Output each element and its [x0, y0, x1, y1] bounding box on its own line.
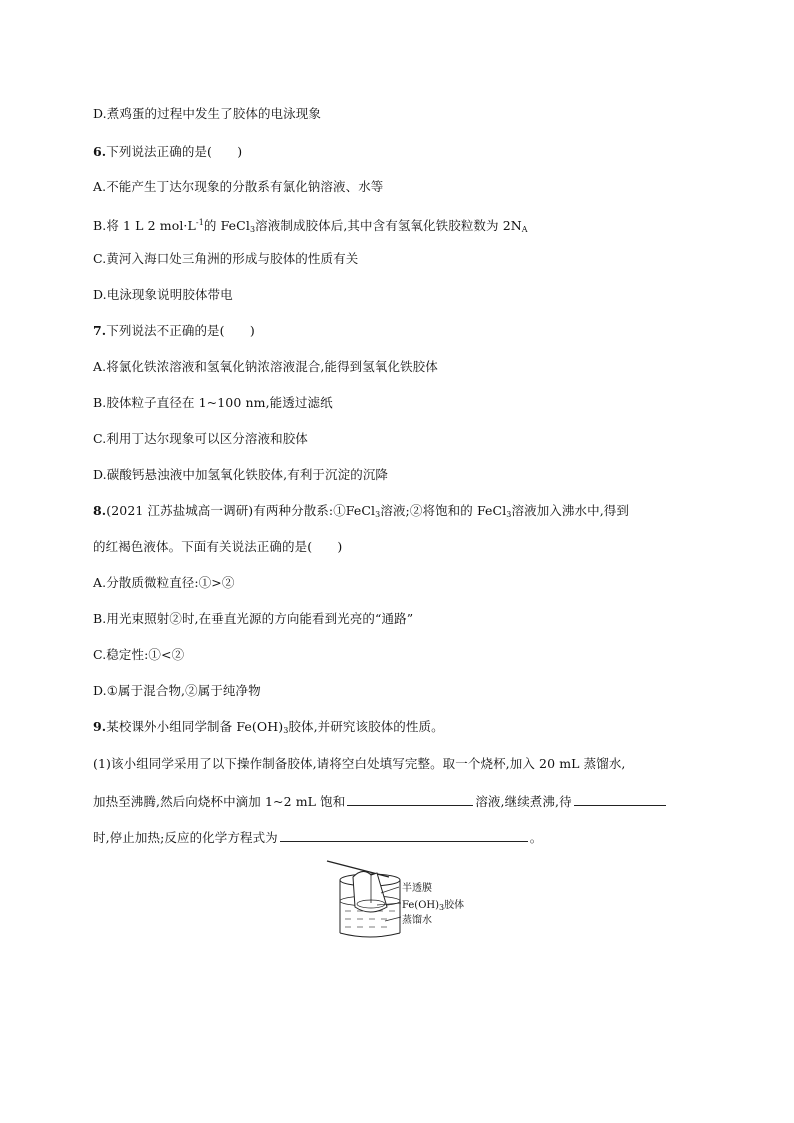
label-colloid-b: 胶体	[444, 900, 465, 911]
q7-option-b: B.胶体粒子直径在 1~100 nm,能透过滤纸	[93, 395, 333, 410]
q9-part1-line1: (1)该小组同学采用了以下操作制备胶体,请将空白处填写完整。取一个烧杯,加入 20 mL 蒸馏水,	[93, 756, 626, 771]
q8-option-b: B.用光束照射②时,在垂直光源的方向能看到光亮的“通路”	[93, 611, 414, 626]
q6-option-b-mid: 的 FeCl	[203, 218, 250, 233]
q6-stem	[93, 143, 242, 161]
label-colloid-sub: 3	[439, 903, 445, 912]
q5-option-d: D.煮鸡蛋的过程中发生了胶体的电泳现象	[93, 106, 321, 121]
label-membrane: 半透膜	[402, 883, 432, 894]
q9-part1-line2	[93, 792, 668, 811]
q8-stem-line2: 的红褐色液体。下面有关说法正确的是( )	[93, 539, 343, 554]
q8-stem-b: 溶液;②将饱和的 FeCl	[380, 503, 507, 518]
q7-option-d: D.碳酸钙悬浊液中加氢氧化铁胶体,有利于沉淀的沉降	[93, 467, 389, 482]
q9-part1-line2-b: 溶液,继续煮沸,待	[475, 794, 572, 809]
q9-number: 9.	[93, 719, 107, 734]
q8-stem-line1	[93, 502, 629, 524]
q9-sub: 3	[283, 726, 289, 735]
q8-sub-2: 3	[506, 510, 512, 519]
q8-stem-c: 溶液加入沸水中,得到	[511, 503, 629, 518]
q9-part1-line3-b: 。	[529, 830, 543, 845]
q6-option-d: D.电泳现象说明胶体带电	[93, 287, 233, 302]
q6-option-b-sub: 3	[249, 225, 256, 234]
q8-option-a: A.分散质微粒直径:①>②	[93, 575, 235, 590]
q9-part1-line2-a: 加热至沸腾,然后向烧杯中滴加 1~2 mL 饱和	[93, 794, 346, 809]
answer-blank-3[interactable]	[280, 828, 528, 842]
answer-blank-1[interactable]	[347, 792, 473, 806]
q7-stem-text: 下列说法不正确的是( )	[106, 323, 255, 338]
q6-option-a: A.不能产生丁达尔现象的分散系有氯化钠溶液、水等	[93, 179, 384, 194]
q8-option-c: C.稳定性:①<②	[93, 647, 185, 662]
q6-option-b-pre: B.将 1 L 2 mol·L	[93, 218, 196, 233]
q7-option-a: A.将氯化铁浓溶液和氢氧化钠浓溶液混合,能得到氢氧化铁胶体	[93, 359, 438, 374]
q9-stem-a: 某校课外小组同学制备 Fe(OH)	[106, 719, 284, 734]
q6-option-c: C.黄河入海口处三角洲的形成与胶体的性质有关	[93, 251, 359, 266]
q6-option-b-sub-a: A	[521, 225, 528, 234]
q7-option-c: C.利用丁达尔现象可以区分溶液和胶体	[93, 431, 308, 446]
q6-option-b-post: 溶液制成胶体后,其中含有氢氧化铁胶粒数为 2N	[255, 218, 522, 233]
q8-option-d: D.①属于混合物,②属于纯净物	[93, 683, 261, 698]
label-colloid	[402, 896, 464, 912]
label-colloid-a: Fe(OH)	[402, 900, 440, 911]
q7-number: 7.	[93, 323, 107, 338]
q6-option-b-sup: -1	[195, 218, 204, 227]
q7-stem	[93, 322, 255, 340]
q8-sub-1: 3	[375, 510, 381, 519]
q8-number: 8.	[93, 503, 107, 518]
q9-stem	[93, 718, 444, 740]
q6-stem-text: 下列说法正确的是( )	[106, 144, 243, 159]
q9-stem-b: 胶体,并研究该胶体的性质。	[288, 719, 444, 734]
dialysis-apparatus-figure	[325, 855, 475, 945]
label-water: 蒸馏水	[402, 915, 432, 926]
q9-part1-line3-a: 时,停止加热;反应的化学方程式为	[93, 830, 278, 845]
q8-stem-a: (2021 江苏盐城高一调研)有两种分散系:①FeCl	[106, 503, 376, 518]
q9-part1-line3	[93, 828, 542, 847]
answer-blank-2[interactable]	[574, 792, 666, 806]
q6-number: 6.	[93, 144, 107, 159]
q6-option-b	[93, 214, 528, 239]
